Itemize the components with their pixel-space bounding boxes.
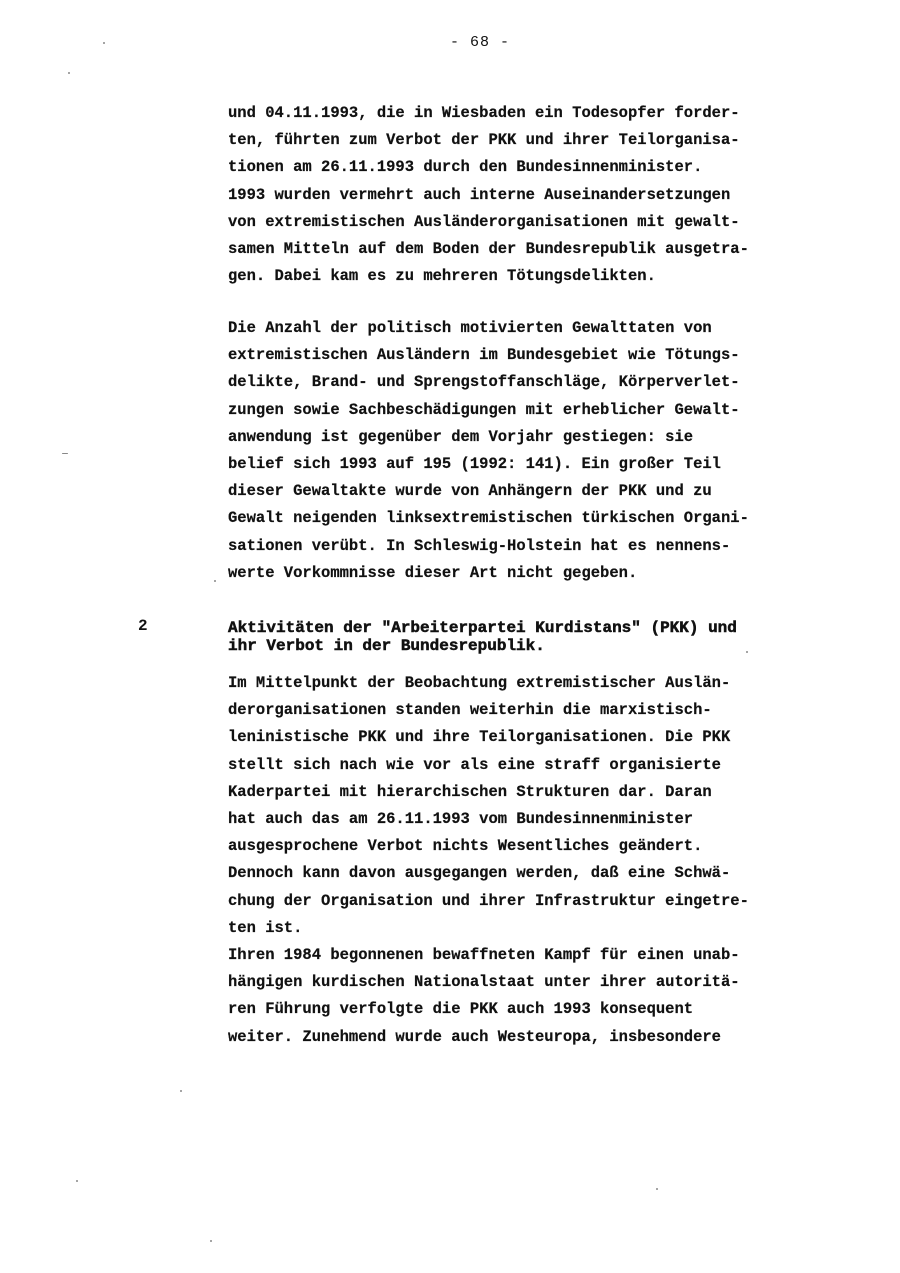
text-line: ren Führung verfolgte die PKK auch 1993 konsequent [228, 1000, 694, 1019]
paragraph-3 [228, 670, 848, 1051]
page-number: - 68 - [449, 34, 510, 51]
text-line: von extremistischen Ausländerorganisationen mit gewalt- [228, 212, 740, 231]
text-line: tionen am 26.11.1993 durch den Bundesinnenminister. [228, 158, 703, 177]
scan-speck [68, 72, 70, 74]
scan-speck [180, 1090, 182, 1092]
text-line: Im Mittelpunkt der Beobachtung extremistischer Auslän- [228, 674, 731, 692]
text-line: leninistische PKK und ihre Teilorganisationen. Die PKK [228, 728, 731, 747]
text-line: dieser Gewaltakte wurde von Anhängern der PKK und zu [228, 482, 712, 501]
scan-speck [103, 42, 105, 44]
text-line: samen Mitteln auf dem Boden der Bundesrepublik ausgetra- [228, 240, 749, 259]
heading-line: ihr Verbot in der Bundesrepublik. [228, 637, 545, 655]
text-line: zungen sowie Sachbeschädigungen mit erheblicher Gewalt- [228, 400, 740, 419]
text-line: gen. Dabei kam es zu mehreren Tötungsdelikten. [228, 267, 656, 286]
section-heading [228, 619, 848, 655]
text-line: delikte, Brand- und Sprengstoffanschläge, Körperverlet- [228, 373, 740, 392]
scan-speck [210, 1240, 212, 1242]
text-line: Kaderpartei mit hierarchischen Strukturen dar. Daran [228, 782, 712, 801]
scan-speck [62, 453, 68, 454]
text-line: Dennoch kann davon ausgegangen werden, daß eine Schwä- [228, 864, 731, 883]
text-line: hat auch das am 26.11.1993 vom Bundesinnenminister [228, 810, 694, 829]
text-line: Gewalt neigenden linksextremistischen türkischen Organi- [228, 509, 749, 528]
text-line: derorganisationen standen weiterhin die marxistisch- [228, 701, 712, 720]
text-line: Ihren 1984 begonnenen bewaffneten Kampf für einen unab- [228, 946, 740, 965]
text-line: chung der Organisation und ihrer Infrastruktur eingetre- [228, 891, 749, 910]
heading-line: Aktivitäten der "Arbeiterpartei Kurdistans" (PKK) und [228, 619, 737, 637]
section-number: 2 [138, 617, 148, 635]
text-line: und 04.11.1993, die in Wiesbaden ein Todesopfer forder- [228, 104, 740, 122]
paragraph-1 [228, 100, 848, 290]
scan-speck [656, 1188, 658, 1190]
text-line: stellt sich nach wie vor als eine straff organisierte [228, 755, 721, 774]
text-line: sationen verübt. In Schleswig-Holstein hat es nennens- [228, 536, 731, 555]
text-line: weiter. Zunehmend wurde auch Westeuropa, insbesondere [228, 1027, 721, 1046]
text-line: werte Vorkommnisse dieser Art nicht gegeben. [228, 563, 638, 582]
text-line: Die Anzahl der politisch motivierten Gewalttaten von [228, 319, 712, 337]
text-line: belief sich 1993 auf 195 (1992: 141). Ein großer Teil [228, 455, 721, 474]
text-line: extremistischen Ausländern im Bundesgebiet wie Tötungs- [228, 346, 740, 365]
paragraph-2 [228, 315, 848, 587]
text-line: ten ist. [228, 918, 303, 937]
scan-speck [746, 651, 748, 653]
text-line: 1993 wurden vermehrt auch interne Auseinandersetzungen [228, 185, 731, 204]
scan-speck [76, 1180, 78, 1182]
scan-speck [214, 580, 216, 582]
text-line: hängigen kurdischen Nationalstaat unter ihrer autoritä- [228, 973, 740, 992]
text-line: anwendung ist gegenüber dem Vorjahr gestiegen: sie [228, 427, 694, 446]
text-line: ten, führten zum Verbot der PKK und ihrer Teilorganisa- [228, 131, 740, 150]
text-line: ausgesprochene Verbot nichts Wesentliches geändert. [228, 837, 703, 856]
